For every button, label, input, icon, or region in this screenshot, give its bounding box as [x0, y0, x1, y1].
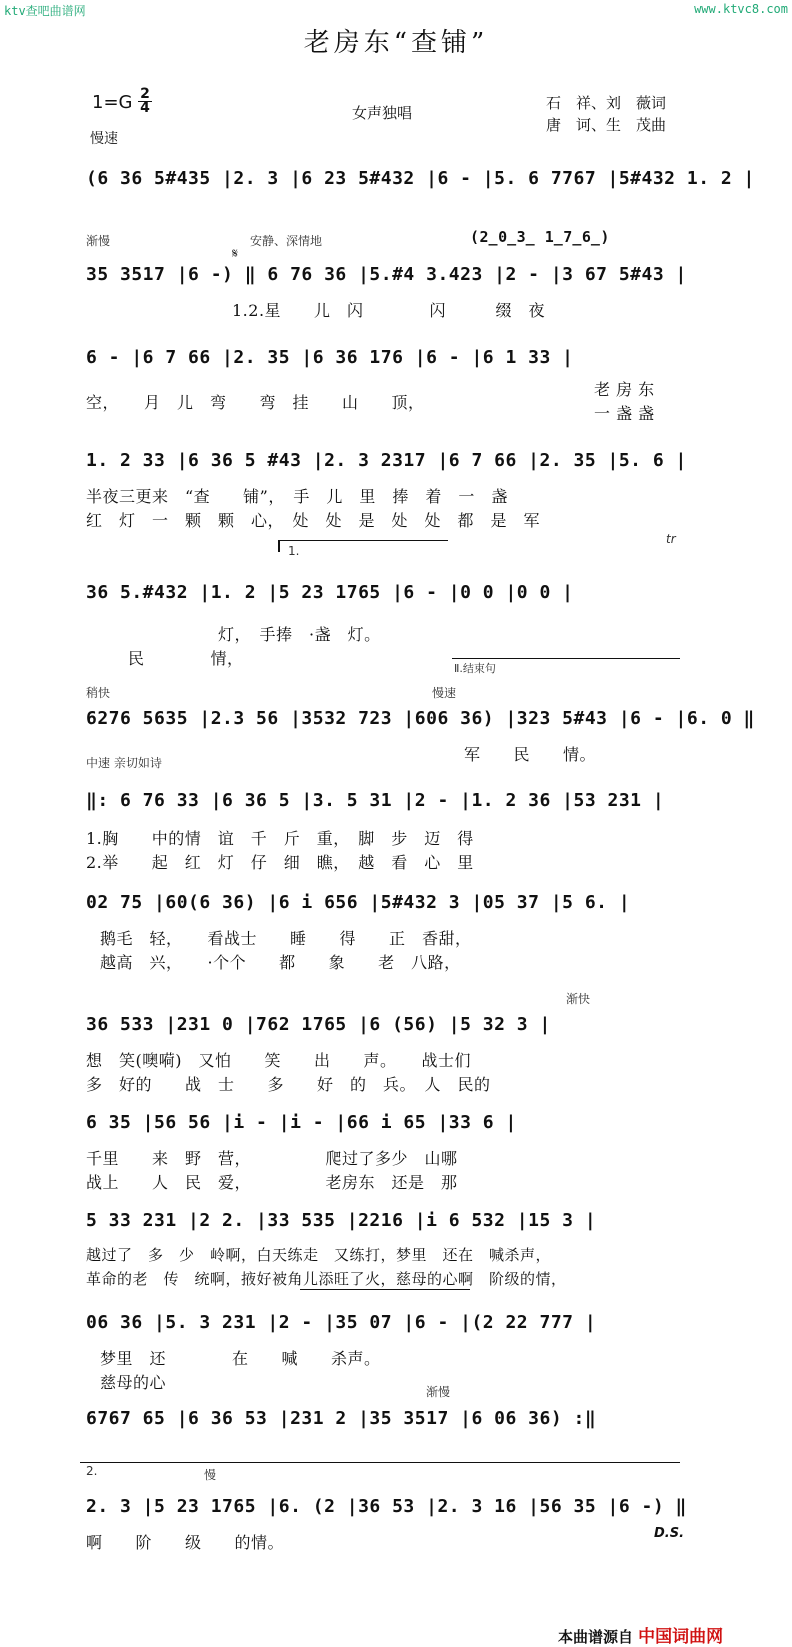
footer-source — [558, 1622, 723, 1647]
lyric-row-3-1: 空， 月 儿 弯 弯 挂 山 顶， — [86, 393, 425, 412]
notation-row-10: 6 35 |56 56 |i - |i - |66 i 65 |33 6 | — [86, 1112, 517, 1133]
song-title: 老房东“查铺” — [303, 28, 489, 58]
ending-bracket-1-hook — [278, 540, 280, 552]
notation-row-7: ‖: 6 76 33 |6 36 5 |3. 5 31 |2 - |1. 2 36 |53 231 | — [86, 790, 665, 811]
mark-accelerando: 渐快 — [566, 992, 591, 1006]
lyric-row-8-2: 越高 兴， ·个个 都 象 老 八路， — [100, 953, 461, 972]
lyric-side-2: 一 盏 盏 — [594, 404, 655, 423]
lyric-side-1: 老 房 东 — [594, 380, 655, 399]
watermark-right: www.ktvc8.com — [694, 2, 788, 16]
performance-label: 女声独唱 — [352, 104, 413, 122]
lyric-row-2-1: 1.2.星 儿 闪 闪 缀 夜 — [232, 301, 546, 320]
mark-ending-phrase: Ⅱ.结束句 — [454, 662, 496, 675]
lyric-row-8-1: 鹅毛 轻， 看战士 睡 得 正 香甜， — [100, 929, 472, 948]
mark-slow: 慢速 — [432, 686, 457, 700]
ds-mark: D.S. — [654, 1526, 685, 1541]
notation-row-3: 6 - |6 7 66 |2. 35 |6 36 176 |6 - |6 1 33 | — [86, 347, 574, 368]
segno-sign: 𝄋 — [232, 246, 239, 262]
notation-row-1: (6 36 5#435 |2. 3 |6 23 5#432 |6 - |5. 6 7767 |5#432 1. 2 | — [86, 168, 755, 189]
credits — [546, 92, 666, 136]
lyric-row-9-1: 想 笑(噢嗬) 又怕 笑 出 声。 战士们 — [86, 1051, 471, 1070]
lyric-row-12-1: 梦里 还 在 喊 杀声。 — [100, 1349, 381, 1368]
notation-row-2: 35 3517 |6 -) ‖ 6 76 36 |5.#4 3.423 |2 - |3 67 5#43 | — [86, 264, 687, 285]
notation-row-11: 5 33 231 |2 2. |33 535 |2216 |i 6 532 |15 3 | — [86, 1210, 597, 1231]
lyric-row-10-2: 战上 人 民 爱， 老房东 还是 那 — [86, 1173, 458, 1192]
notation-row-5: 36 5.#432 |1. 2 |5 23 1765 |6 - |0 0 |0 0 | — [86, 582, 574, 603]
lyric-row-6-1: 军 民 情。 — [464, 745, 597, 764]
mark-expression: 安静、深情地 — [250, 234, 323, 248]
mark-intro-phrase: (2̲0̲3̲ 1̲7̲6̲) — [470, 228, 610, 246]
lyric-row-10-1: 千里 来 野 营， 爬过了多少 山哪 — [86, 1149, 458, 1168]
ending-bracket-1 — [278, 540, 448, 541]
notation-row-8: 02 75 |60(6 36) |6 i 656 |5#432 3 |05 37 |5 6. | — [86, 892, 631, 913]
lyric-row-4-1: 半夜三更来 “查 铺”， 手 儿 里 捧 着 一 盏 — [86, 487, 508, 506]
notation-row-14: 2. 3 |5 23 1765 |6. (2 |36 53 |2. 3 16 |56 35 |6 -) ‖ — [86, 1496, 687, 1517]
lyric-row-4-2: 红 灯 一 颗 颗 心， 处 处 是 处 处 都 是 军 — [86, 511, 541, 530]
time-sig-top: 2 — [140, 86, 150, 102]
ending-bracket-3 — [300, 1289, 470, 1290]
ending-bracket-4 — [80, 1462, 680, 1463]
lyricist-credit: 石 祥、刘 薇词 — [546, 94, 667, 112]
mark-trill: tr — [666, 532, 676, 546]
mark-faster: 稍快 — [86, 686, 111, 700]
mark-ritardando: 渐慢 — [426, 1385, 451, 1399]
mark-first-ending: 1. — [288, 544, 300, 558]
ending-bracket-2 — [452, 658, 680, 659]
footer-source-prefix: 本曲谱源自 — [558, 1628, 634, 1646]
lyric-row-11-1: 越过了 多 少 岭啊，白天练走 又练打，梦里 还在 喊杀声， — [86, 1246, 552, 1264]
notation-row-12: 06 36 |5. 3 231 |2 - |35 07 |6 - |(2 22 777 | — [86, 1312, 597, 1333]
notation-row-13: 6767 65 |6 36 53 |231 2 |35 3517 |6 06 36) :‖ — [86, 1408, 597, 1429]
lyric-row-11-2: 革命的老 传 统啊，掖好被角儿添旺了火，慈母的心啊 阶级的情， — [86, 1270, 567, 1288]
notation-row-6: 6276 5635 |2.3 56 |3532 723 |606 36) |323 5#43 |6 - |6. 0 ‖ — [86, 708, 755, 729]
lyric-row-5-1: 灯， 手捧 ·盏 灯。 — [218, 625, 381, 644]
composer-credit: 唐 诃、生 茂曲 — [546, 116, 667, 134]
lyric-row-12-2: 慈母的心 — [100, 1373, 167, 1392]
lyric-row-3-side — [594, 378, 655, 426]
lyric-row-7-2: 2.举 起 红 灯 仔 细 瞧， 越 看 心 里 — [86, 853, 474, 872]
mark-slow-2: 慢 — [204, 1468, 217, 1482]
notation-row-9: 36 533 |231 0 |762 1765 |6 (56) |5 32 3 | — [86, 1014, 551, 1035]
lyric-row-7-1: 1.胸 中的情 谊 千 斤 重， 脚 步 迈 得 — [86, 829, 474, 848]
mark-gradual-slow: 渐慢 — [86, 234, 111, 248]
notation-row-4: 1. 2 33 |6 36 5 #43 |2. 3 2317 |6 7 66 |2. 35 |5. 6 | — [86, 450, 687, 471]
footer-source-site: 中国词曲网 — [638, 1627, 724, 1647]
key-signature: 1=G — [92, 92, 133, 113]
lyric-row-14-1: 啊 阶 级 的情。 — [86, 1533, 285, 1552]
time-sig-bottom: 4 — [138, 101, 152, 115]
tempo-marking: 慢速 — [90, 131, 118, 147]
time-signature — [138, 88, 152, 115]
lyric-row-5-2: 民 情， — [128, 649, 244, 668]
mark-tempo-moderate: 中速 亲切如诗 — [86, 756, 162, 770]
watermark-left: ktv查吧曲谱网 — [4, 4, 86, 18]
lyric-row-9-2: 多 好的 战 士 多 好 的 兵。 人 民的 — [86, 1075, 491, 1094]
mark-second-ending: 2. — [86, 1464, 98, 1478]
